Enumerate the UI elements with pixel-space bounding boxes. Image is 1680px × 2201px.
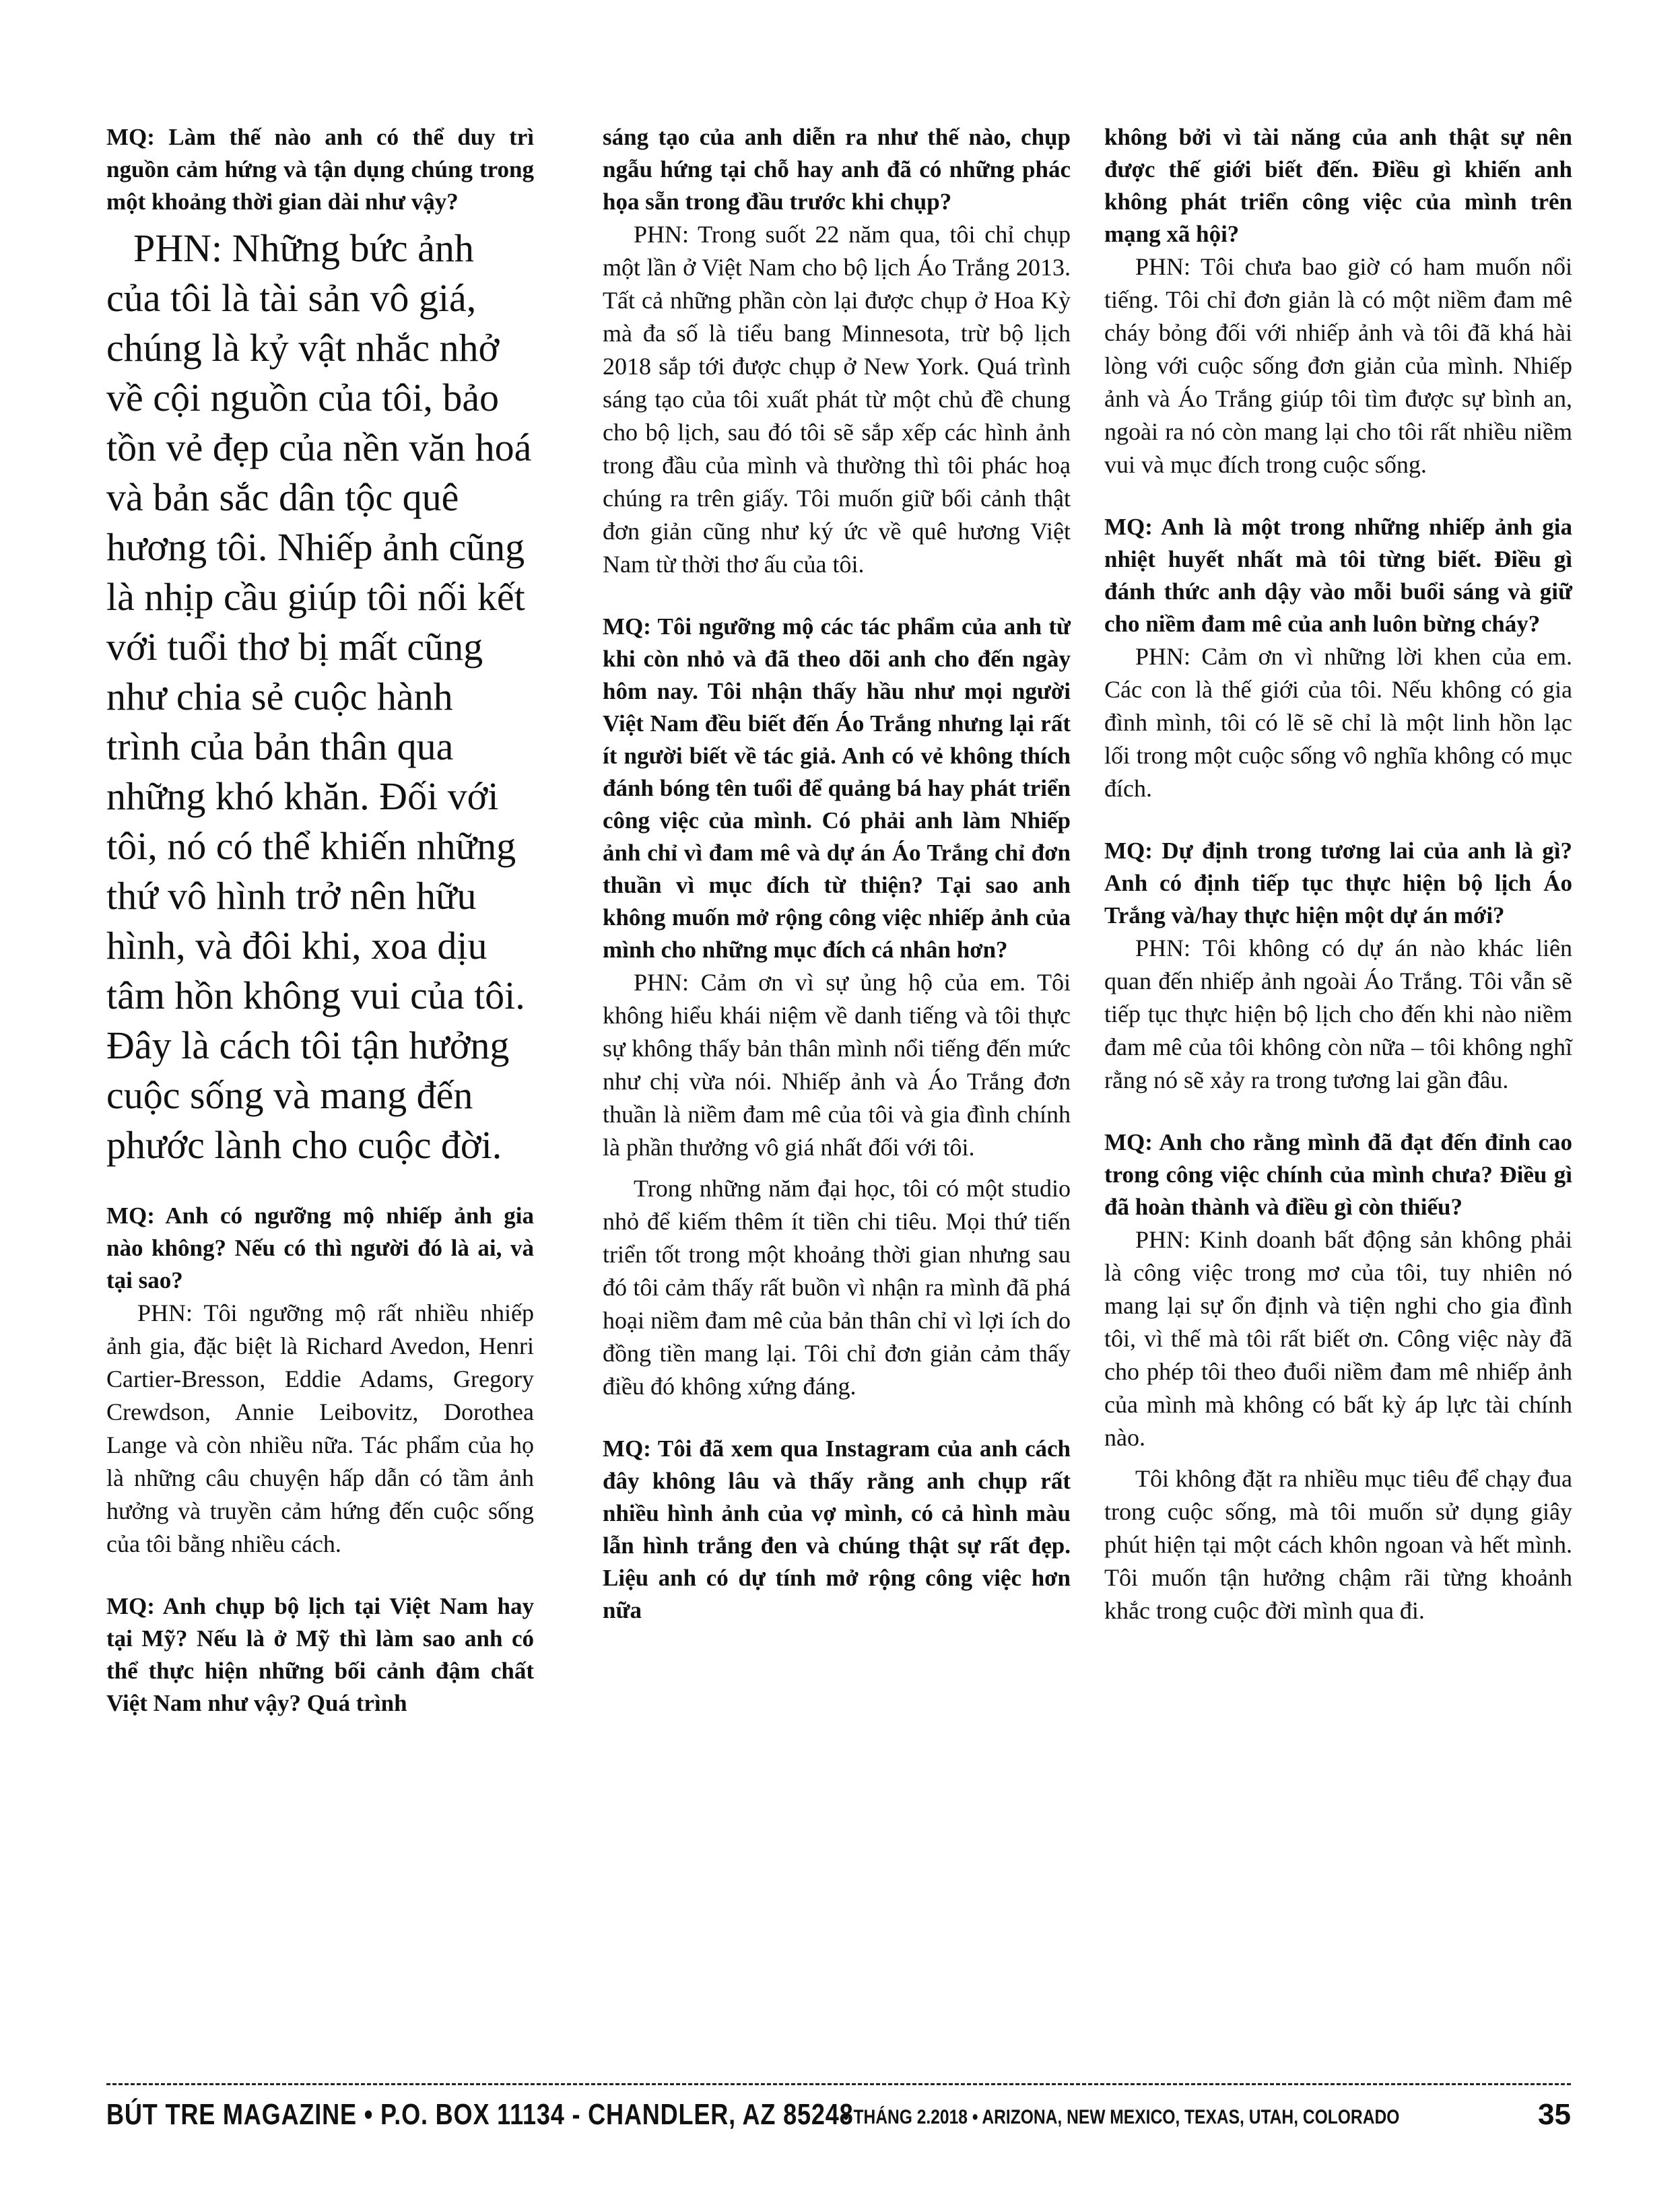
question-2: MQ: Anh có ngưỡng mộ nhiếp ảnh gia nào không? Nếu có thì người đó là ai, và tại sao?	[106, 1203, 534, 1293]
page-footer	[106, 2094, 1571, 2141]
footer-divider	[106, 2083, 1571, 2085]
answer-2: PHN: Tôi ngưỡng mộ rất nhiều nhiếp ảnh gia, đặc biệt là Richard Avedon, Henri Cartier-Bresson, Eddie Adams, Gregory Crewdson, Annie Leibovitz, Dorothea Lange và còn nhiều nữa. Tác phẩm của họ là những câu chuyện hấp dẫn có tầm ảnh hưởng và truyền cảm hứng đến cuộc sống của tôi bằng nhiều cách.	[106, 1299, 534, 1557]
answer-4-paragraph-2: Trong những năm đại học, tôi có một studio nhỏ để kiếm thêm ít tiền chi tiêu. Mọi thứ tiến triển tốt trong một khoảng thời gian nhưng sau đó tôi cảm thấy rất buồn vì nhận ra mình đã phá hoại niềm đam mê của bản thân chỉ vì lợi ích do đồng tiền mang lại. Tôi chỉ đơn giản cảm thấy điều đó không xứng đáng.	[603, 1175, 1071, 1400]
question-5: MQ: Tôi đã xem qua Instagram của anh cách đây không lâu và thấy rằng anh chụp rất nhiều hình ảnh của vợ mình, có cả hình màu lẫn hình trắng đen và chúng thật sự rất đẹp. Liệu anh có dự tính mở rộng công việc hơn nữa	[603, 1435, 1071, 1623]
column-1	[106, 121, 534, 1720]
question-8: MQ: Anh cho rằng mình đã đạt đến đỉnh cao trong công việc chính của mình chưa? Điều gì đã hoàn thành và điều gì còn thiếu?	[1104, 1129, 1572, 1220]
answer-7: PHN: Tôi không có dự án nào khác liên quan đến nhiếp ảnh ngoài Áo Trắng. Tôi vẫn sẽ tiếp tục thực hiện bộ lịch cho đến khi nào niềm đam mê của tôi không còn nữa – tôi không nghĩ rằng nó sẽ xảy ra trong tương lai gần đâu.	[1104, 935, 1572, 1093]
footer-masthead: BÚT TRE MAGAZINE • P.O. BOX 11134 - CHANDLER, AZ 85248	[106, 2098, 854, 2131]
answer-3: PHN: Trong suốt 22 năm qua, tôi chỉ chụp một lần ở Việt Nam cho bộ lịch Áo Trắng 2013. Tất cả những phần còn lại được chụp ở Hoa Kỳ mà đa số là tiểu bang Minnesota, trừ bộ lịch 2018 sắp tới được chụp ở New York. Quá trình sáng tạo của tôi xuất phát từ một chủ đề chung cho bộ lịch, sau đó tôi sẽ sắp xếp các hình ảnh trong đầu của mình và thường thì tôi phác hoạ chúng ra trên giấy. Tôi muốn giữ bối cảnh thật đơn giản cũng như ký ức về quê hương Việt Nam từ thời thơ ấu của tôi.	[603, 221, 1071, 578]
answer-4-paragraph-1: PHN: Cảm ơn vì sự ủng hộ của em. Tôi không hiểu khái niệm về danh tiếng và tôi thực sự không thấy bản thân mình nổi tiếng đến mức như chị vừa nói. Nhiếp ảnh và Áo Trắng đơn thuần là niềm đam mê của tôi và gia đình chính là phần thưởng vô giá nhất đối với tôi.	[603, 969, 1071, 1161]
question-5-continued: không bởi vì tài năng của anh thật sự nên được thế giới biết đến. Điều gì khiến anh không phát triển công việc của mình trên mạng xã hội?	[1104, 124, 1572, 247]
column-3	[1104, 121, 1572, 1627]
question-7: MQ: Dự định trong tương lai của anh là gì? Anh có định tiếp tục thực hiện bộ lịch Áo Trắng và/hay thực hiện một dự án mới?	[1104, 838, 1572, 928]
answer-6: PHN: Cảm ơn vì những lời khen của em. Các con là thế giới của tôi. Nếu không có gia đình mình, tôi có lẽ sẽ chỉ là một linh hồn lạc lối trong một cuộc sống vô nghĩa không có mục đích.	[1104, 643, 1572, 802]
footer-issue-region: • THÁNG 2.2018 • ARIZONA, NEW MEXICO, TEXAS, UTAH, COLORADO	[843, 2106, 1400, 2128]
question-4: MQ: Tôi ngưỡng mộ các tác phẩm của anh từ khi còn nhỏ và đã theo dõi anh cho đến ngày hôm nay. Tôi nhận thấy hầu như mọi người Việt Nam đều biết đến Áo Trắng nhưng lại rất ít người biết về tác giả. Anh có vẻ không thích đánh bóng tên tuổi để quảng bá hay phát triển công việc của mình. Có phải anh làm Nhiếp ảnh chỉ vì đam mê và dự án Áo Trắng chỉ đơn thuần vì mục đích từ thiện? Tại sao anh không muốn mở rộng công việc nhiếp ảnh của mình cho những mục đích cá nhân hơn?	[603, 613, 1071, 963]
answer-5: PHN: Tôi chưa bao giờ có ham muốn nổi tiếng. Tôi chỉ đơn giản là có một niềm đam mê cháy bỏng đối với nhiếp ảnh và tôi đã khá hài lòng với cuộc sống đơn giản của mình. Nhiếp ảnh và Áo Trắng giúp tôi tìm được sự bình an, ngoài ra nó còn mang lại cho tôi rất nhiều niềm vui và mục đích trong cuộc sống.	[1104, 253, 1572, 478]
question-3: MQ: Anh chụp bộ lịch tại Việt Nam hay tại Mỹ? Nếu là ở Mỹ thì làm sao anh có thể thực hiện những bối cảnh đậm chất Việt Nam như vậy? Quá trình	[106, 1593, 534, 1716]
pull-quote: PHN: Những bức ảnh của tôi là tài sản vô giá, chúng là kỷ vật nhắc nhở về cội nguồn của tôi, bảo tồn vẻ đẹp của nền văn hoá và bản sắc dân tộc quê hương tôi. Nhiếp ảnh cũng là nhịp cầu giúp tôi nối kết với tuổi thơ bị mất cũng như chia sẻ cuộc hành trình của bản thân qua những khó khăn. Đối với tôi, nó có thể khiến những thứ vô hình trở nên hữu hình, và đôi khi, xoa dịu tâm hồn không vui của tôi. Đây là cách tôi tận hưởng cuộc sống và mang đến phước lành cho cuộc đời.	[106, 226, 532, 1167]
question-6: MQ: Anh là một trong những nhiếp ảnh gia nhiệt huyết nhất mà tôi từng biết. Điều gì đánh thức anh dậy vào mỗi buổi sáng và giữ cho niềm đam mê của anh luôn bừng cháy?	[1104, 514, 1572, 637]
question-3-continued: sáng tạo của anh diễn ra như thế nào, chụp ngẫu hứng tại chỗ hay anh đã có những phác họa sẵn trong đầu trước khi chụp?	[603, 124, 1071, 215]
question-1: MQ: Làm thế nào anh có thể duy trì nguồn cảm hứng và tận dụng chúng trong một khoảng thời gian dài như vậy?	[106, 124, 534, 215]
column-2	[603, 121, 1071, 1627]
answer-8-paragraph-1: PHN: Kinh doanh bất động sản không phải là công việc trong mơ của tôi, tuy nhiên nó mang lại sự ổn định và tiện nghi cho gia đình tôi, vì thế mà tôi rất biết ơn. Công việc này đã cho phép tôi theo đuổi niềm đam mê nhiếp ảnh của mình mà không có bất kỳ áp lực tài chính nào.	[1104, 1226, 1572, 1451]
answer-8-paragraph-2: Tôi không đặt ra nhiều mục tiêu để chạy đua trong cuộc sống, mà tôi muốn sử dụng giây phút hiện tại một cách khôn ngoan và hết mình. Tôi muốn tận hưởng chậm rãi từng khoảnh khắc trong cuộc đời mình qua đi.	[1104, 1465, 1572, 1624]
page-number: 35	[1538, 2098, 1571, 2131]
